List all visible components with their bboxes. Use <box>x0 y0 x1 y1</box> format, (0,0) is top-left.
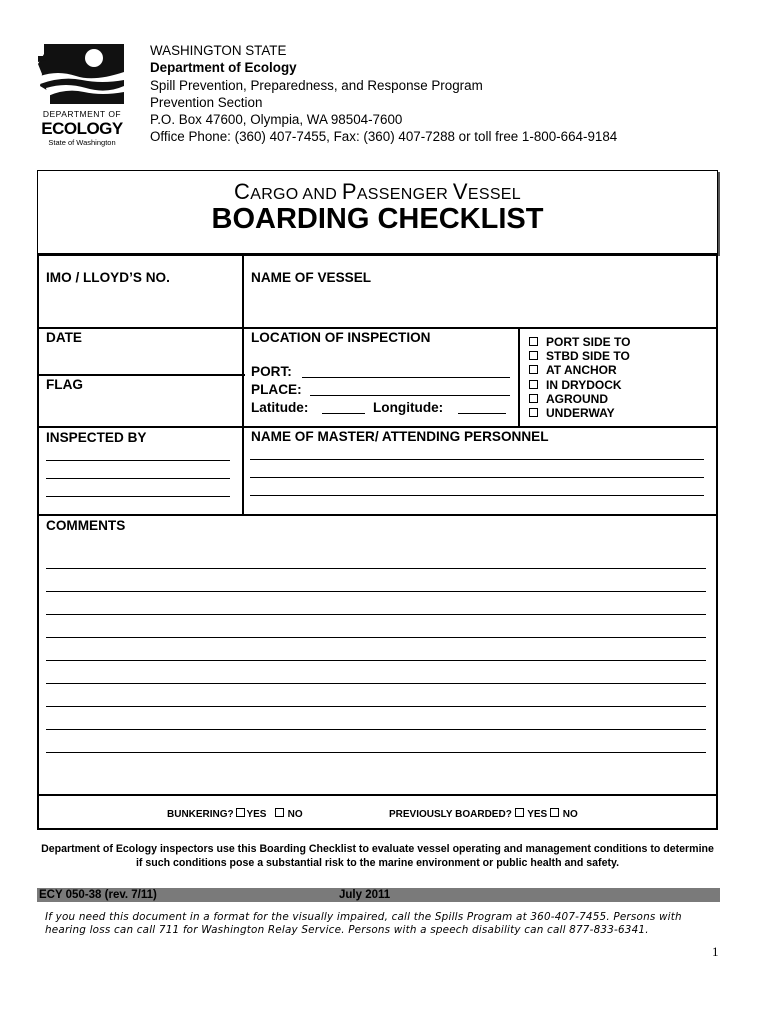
logo-line-1: DEPARTMENT OF <box>42 109 122 119</box>
form-title: BOARDING CHECKLIST <box>211 203 544 235</box>
date-label: DATE <box>46 330 82 345</box>
flag-label: FLAG <box>46 377 83 392</box>
option-port-side-to[interactable]: PORT SIDE TO <box>529 336 630 348</box>
latitude-label: Latitude: <box>251 400 309 415</box>
form-number: ECY 050-38 (rev. 7/11) <box>39 889 157 901</box>
comment-line[interactable] <box>46 637 706 638</box>
bunkering-no-checkbox[interactable] <box>275 808 284 817</box>
address-line-2: Department of Ecology <box>150 60 297 76</box>
imo-number-field[interactable] <box>41 258 240 325</box>
latitude-input-line[interactable] <box>322 413 365 414</box>
date-field[interactable] <box>41 330 240 372</box>
option-aground[interactable]: AGROUND <box>529 393 608 405</box>
inspected-by-line-1[interactable] <box>46 460 230 461</box>
washington-state-map-icon <box>36 42 128 108</box>
comments-label: COMMENTS <box>46 518 126 533</box>
boarded-no-checkbox[interactable] <box>550 808 559 817</box>
bunkering-yes-checkbox[interactable] <box>236 808 245 817</box>
vessel-name-label: NAME OF VESSEL <box>251 270 372 285</box>
longitude-input-line[interactable] <box>458 413 506 414</box>
logo-line-3: State of Washington <box>48 138 116 147</box>
page-number: 1 <box>712 944 719 959</box>
comment-line[interactable] <box>46 729 706 730</box>
checkbox[interactable] <box>529 394 538 403</box>
port-label: PORT: <box>251 364 292 379</box>
option-underway[interactable]: UNDERWAY <box>529 407 615 419</box>
checkbox[interactable] <box>529 365 538 374</box>
vessel-name-field[interactable] <box>246 258 714 325</box>
form-date: July 2011 <box>339 889 391 901</box>
comment-line[interactable] <box>46 752 706 753</box>
option-in-drydock[interactable]: IN DRYDOCK <box>529 379 622 391</box>
form-number-bar <box>37 888 720 902</box>
inspected-by-line-3[interactable] <box>46 496 230 497</box>
title-box <box>37 170 718 254</box>
master-personnel-label: NAME OF MASTER/ ATTENDING PERSONNEL <box>251 429 549 444</box>
checklist-form <box>37 254 718 869</box>
comment-line[interactable] <box>46 706 706 707</box>
place-label: PLACE: <box>251 382 302 397</box>
port-input-line[interactable] <box>302 377 510 378</box>
master-line-3[interactable] <box>250 495 704 496</box>
address-line-4: Prevention Section <box>150 94 263 110</box>
comment-line[interactable] <box>46 660 706 661</box>
comment-line[interactable] <box>46 591 706 592</box>
address-line-6: Office Phone: (360) 407-7455, Fax: (360) 407-7288 or toll free 1-800-664-9184 <box>150 129 618 145</box>
address-line-3: Spill Prevention, Preparedness, and Response Program <box>150 77 483 93</box>
option-at-anchor[interactable]: AT ANCHOR <box>529 364 617 376</box>
address-line-5: P.O. Box 47600, Olympia, WA 98504-7600 <box>150 112 403 128</box>
longitude-label: Longitude: <box>373 400 444 415</box>
option-stbd-side-to[interactable]: STBD SIDE TO <box>529 350 630 362</box>
checkbox[interactable] <box>529 380 538 389</box>
imo-number-label: IMO / LLOYD’S NO. <box>46 270 170 285</box>
disclaimer-text: Department of Ecology inspectors use this Boarding Checklist to evaluate vessel operating and management conditions to determine if such conditions pose a substantial risk to the marine environment or public health and safety. <box>41 843 714 869</box>
comment-line[interactable] <box>46 614 706 615</box>
form-subtitle: CARGO AND PASSENGER VESSEL <box>234 179 521 204</box>
flag-field[interactable] <box>41 377 240 424</box>
checkbox[interactable] <box>529 351 538 360</box>
inspected-by-label: INSPECTED BY <box>46 430 147 445</box>
checkbox[interactable] <box>529 408 538 417</box>
master-line-1[interactable] <box>250 459 704 460</box>
bunkering-question: BUNKERING? YES NO <box>167 809 303 820</box>
accessibility-note: If you need this document in a format for the visually impaired, call the Spills Program at 360-407-7455. Persons with hearing loss can call 711 for Washington Relay Service. Persons with a speech disability can call 877-833-6341. <box>45 911 682 936</box>
inspected-by-line-2[interactable] <box>46 478 230 479</box>
address-line-1: WASHINGTON STATE <box>150 43 287 58</box>
checkbox[interactable] <box>529 337 538 346</box>
boarded-yes-checkbox[interactable] <box>515 808 524 817</box>
location-of-inspection-label: LOCATION OF INSPECTION <box>251 330 431 345</box>
master-line-2[interactable] <box>250 477 704 478</box>
agency-address-block <box>150 42 617 146</box>
place-input-line[interactable] <box>310 395 510 396</box>
logo-line-2: ECOLOGY <box>41 119 123 138</box>
comment-line[interactable] <box>46 568 706 569</box>
department-of-ecology-logo <box>36 42 128 150</box>
comment-line[interactable] <box>46 683 706 684</box>
previously-boarded-question: PREVIOUSLY BOARDED? YES NO <box>389 809 578 820</box>
